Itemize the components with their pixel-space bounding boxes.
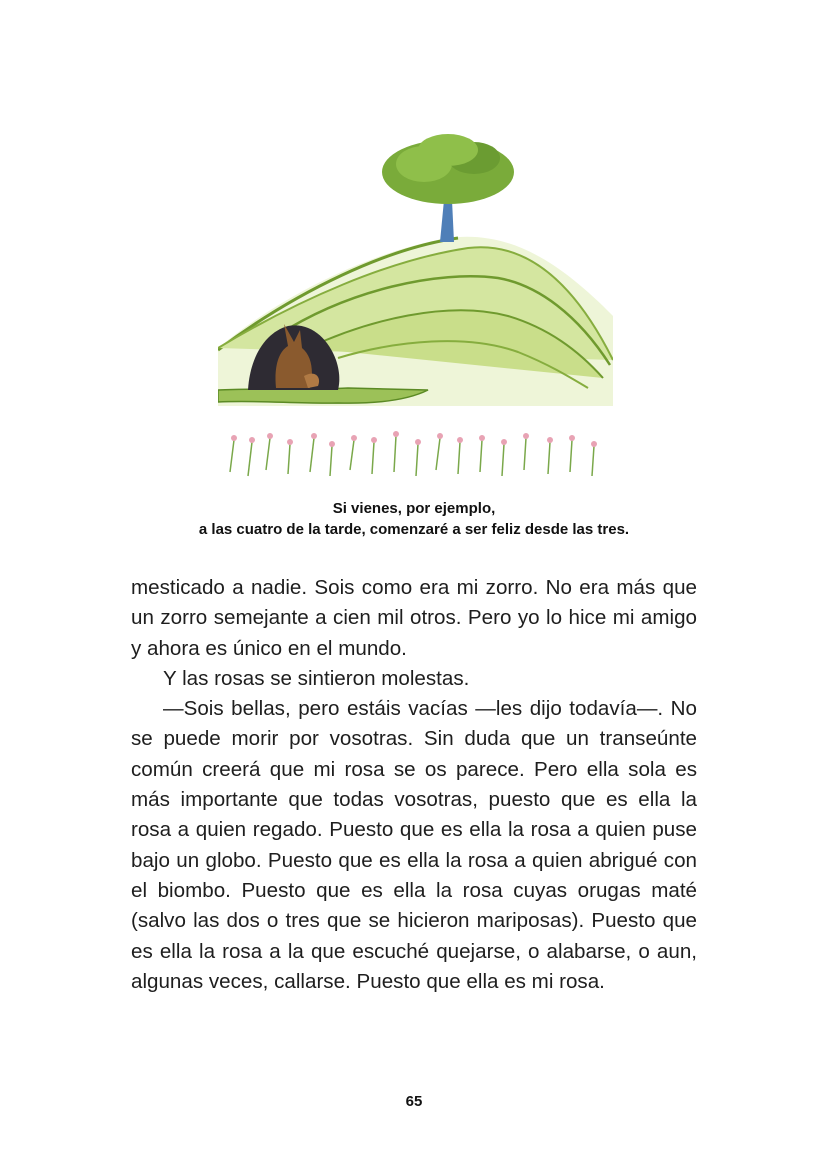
paragraph-2: Y las rosas se sintieron molestas. [163, 666, 470, 690]
paragraph-3: —Sois bellas, pero estáis vacías —les dijo todavía—. No se puede morir por vosotras. Sin duda que un transeúnte común creerá que mi rosa se os parece. Pero ella sola es más importante que todas vosotras, puesto que es ella la rosa a quien regado. Puesto que es ella la rosa a quien puse bajo un globo. Puesto que es ella la rosa a quien abrigué con el biombo. Puesto que es ella la rosa cuyas orugas maté (salvo las dos o tres que se hicieron mariposas). Puesto que es ella la rosa a la que escuché quejarse, o alabarse, o aun, algunas veces, callarse. Puesto que ella es mi rosa. [131, 697, 697, 993]
body-text [131, 573, 697, 997]
caption-line-2: a las cuatro de la tarde, comenzaré a ser feliz desde las tres. [198, 521, 630, 538]
fox-hills-drawing [218, 120, 613, 498]
illustration-fox-hills [218, 120, 613, 498]
illustration-caption [0, 498, 828, 540]
page-number: 65 [405, 1093, 423, 1110]
caption-line-1: Si vienes, por ejemplo, [332, 500, 496, 517]
paragraph-1: mesticado a nadie. Sois como era mi zorro. No era más que un zorro semejante a cien mil otros. Pero yo lo hice mi amigo y ahora es único en el mundo. [131, 576, 697, 660]
